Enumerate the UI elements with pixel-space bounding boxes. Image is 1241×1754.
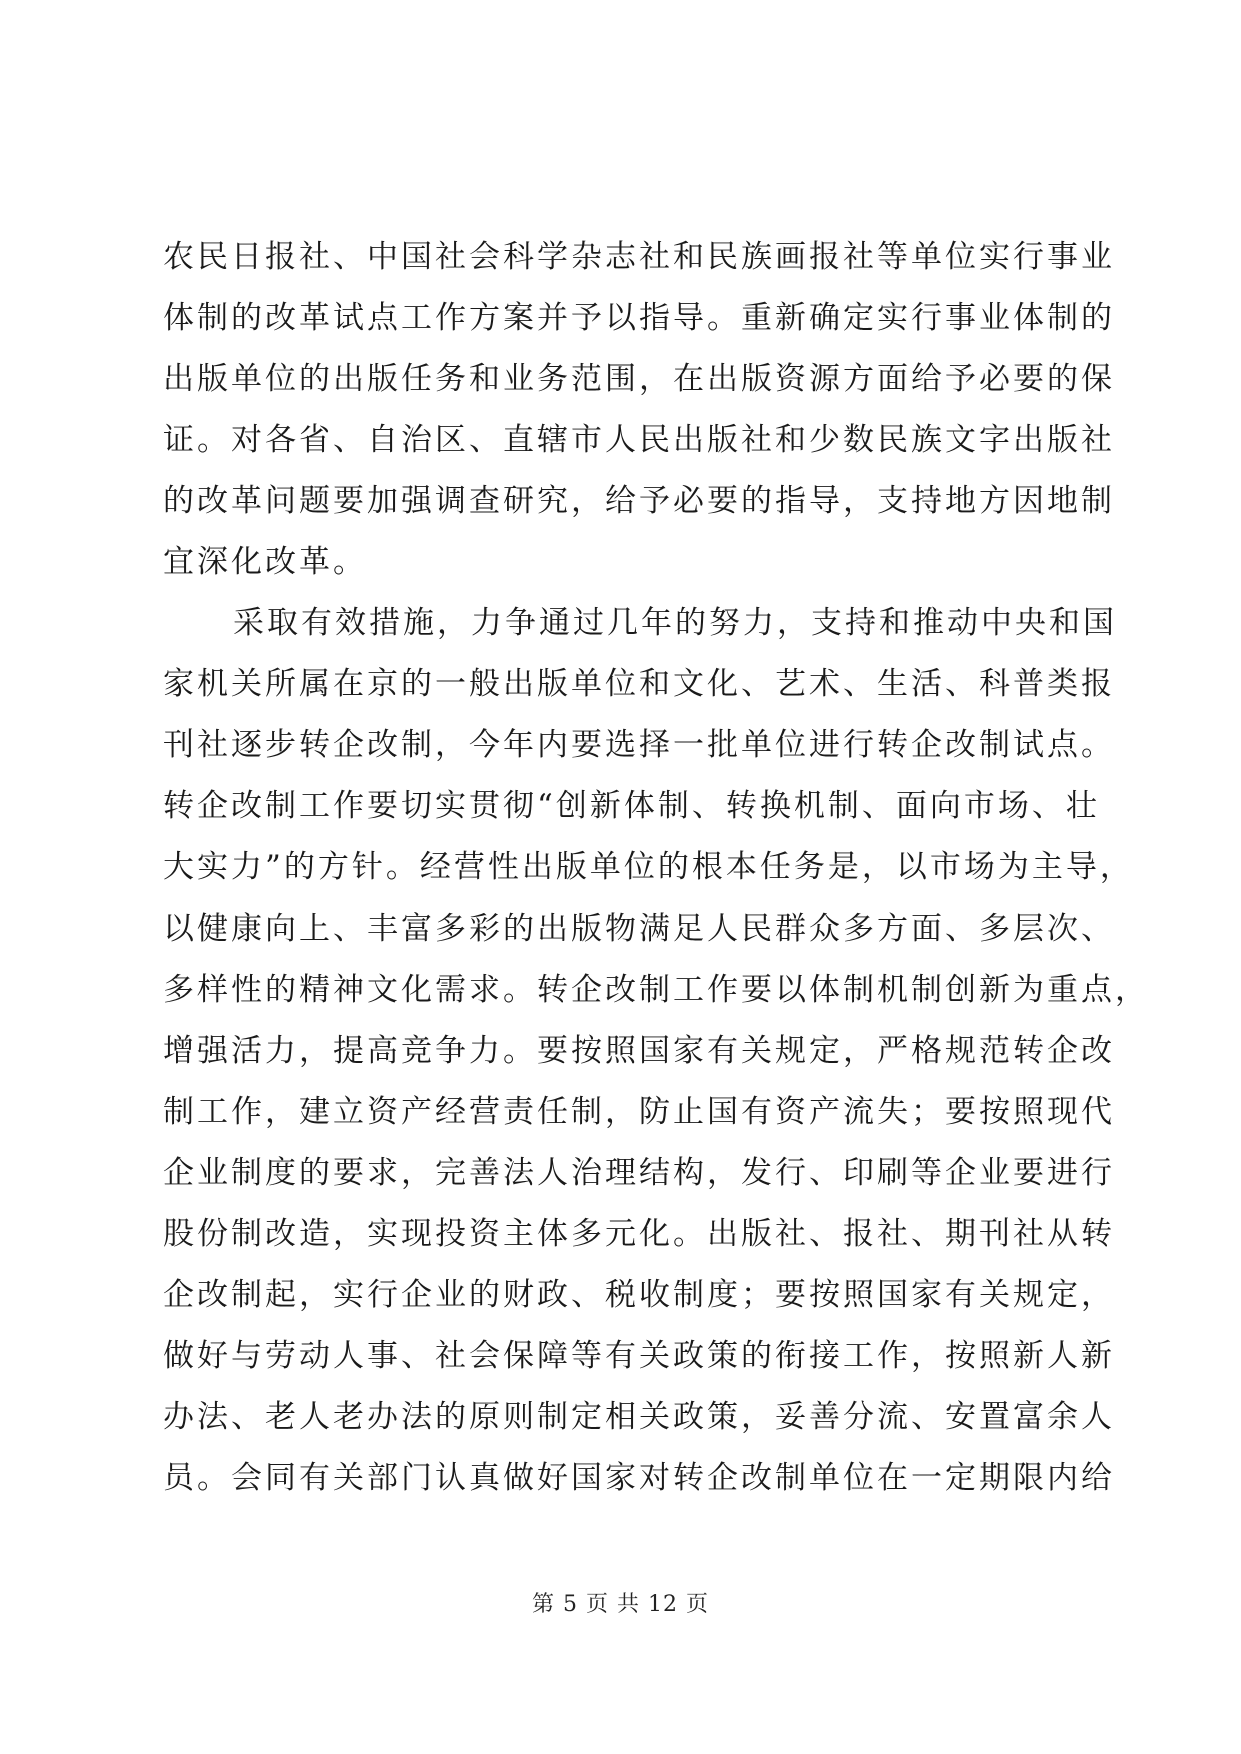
body-text (163, 227, 1149, 1509)
text-line: 做好与劳动人事、社会保障等有关政策的衔接工作，按照新人新 (163, 1337, 1115, 1374)
text-line: 宜深化改革。 (163, 544, 367, 581)
text-line: 体制的改革试点工作方案并予以指导。重新确定实行事业体制的 (163, 300, 1115, 337)
text-line: 采取有效措施，力争通过几年的努力，支持和推动中央和国 (233, 605, 1117, 642)
text-line: 股份制改造，实现投资主体多元化。出版社、报社、期刊社从转 (163, 1215, 1115, 1252)
text-line: 大实力”的方针。经营性出版单位的根本任务是，以市场为主导， (163, 849, 1134, 886)
text-line: 转企改制工作要切实贯彻“创新体制、转换机制、面向市场、壮 (163, 788, 1100, 825)
text-line: 农民日报社、中国社会科学杂志社和民族画报社等单位实行事业 (163, 239, 1115, 275)
text-line: 办法、老人老办法的原则制定相关政策，妥善分流、安置富余人 (163, 1398, 1115, 1435)
text-line: 企业制度的要求，完善法人治理结构，发行、印刷等企业要进行 (163, 1154, 1115, 1191)
paragraph-1 (163, 227, 1115, 593)
text-line: 多样性的精神文化需求。转企改制工作要以体制机制创新为重点， (163, 971, 1149, 1008)
text-line: 出版单位的出版任务和业务范围，在出版资源方面给予必要的保 (163, 361, 1115, 398)
text-line: 家机关所属在京的一般出版单位和文化、艺术、生活、科普类报 (163, 666, 1115, 703)
text-line: 刊社逐步转企改制，今年内要选择一批单位进行转企改制试点。 (163, 727, 1115, 764)
text-line: 证。对各省、自治区、直辖市人民出版社和少数民族文字出版社 (163, 422, 1115, 459)
paragraph-2 (163, 593, 1149, 1509)
text-line: 制工作，建立资产经营责任制，防止国有资产流失；要按照现代 (163, 1093, 1115, 1130)
text-line: 增强活力，提高竞争力。要按照国家有关规定，严格规范转企改 (163, 1032, 1115, 1069)
text-line: 员。会同有关部门认真做好国家对转企改制单位在一定期限内给 (163, 1459, 1115, 1496)
text-line: 企改制起，实行企业的财政、税收制度；要按照国家有关规定， (163, 1276, 1115, 1313)
text-line: 以健康向上、丰富多彩的出版物满足人民群众多方面、多层次、 (163, 910, 1115, 947)
page-number-footer: 第 5 页 共 12 页 (532, 1592, 709, 1617)
text-line: 的改革问题要加强调查研究，给予必要的指导，支持地方因地制 (163, 483, 1115, 520)
